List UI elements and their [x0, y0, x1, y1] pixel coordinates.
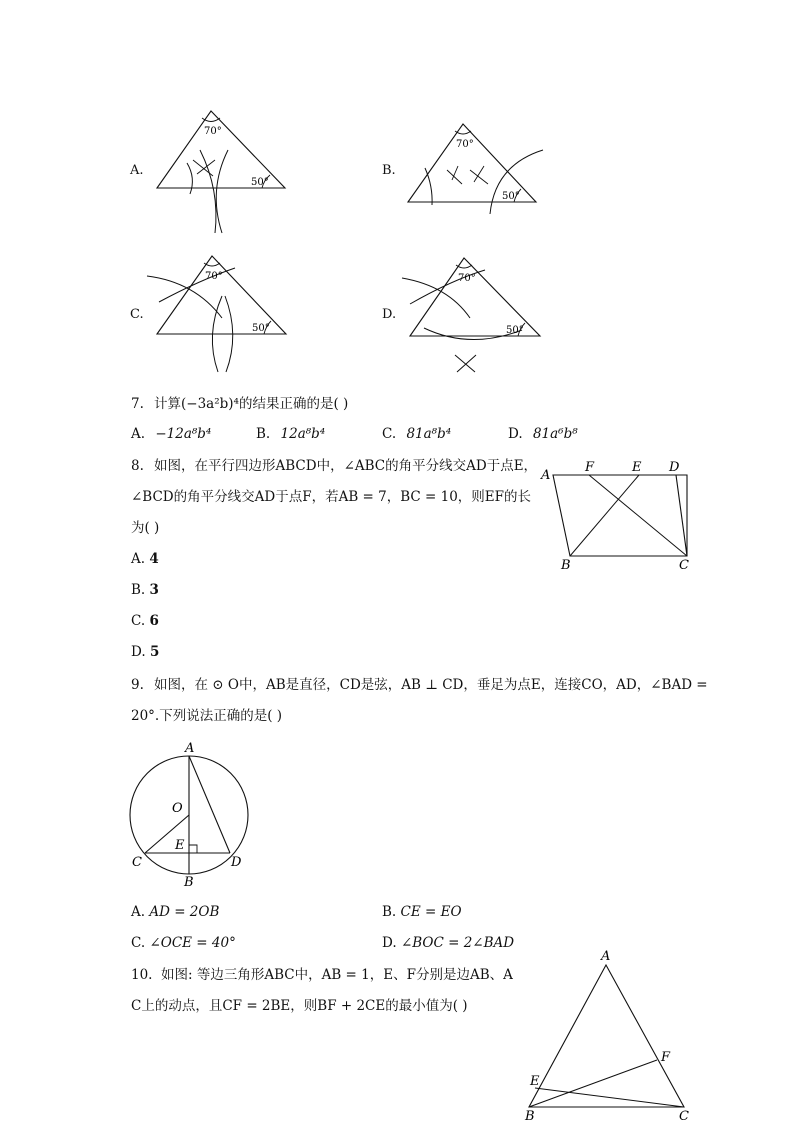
- right-angle-label: 50°: [506, 325, 524, 336]
- option-c[interactable]: C. 81a⁸b⁴: [382, 426, 452, 442]
- option-d[interactable]: D. 5: [131, 644, 160, 660]
- point-b-label: B: [561, 558, 571, 573]
- question-number: 10.: [131, 967, 153, 983]
- point-d-label: D: [231, 855, 242, 870]
- point-e-label: E: [530, 1074, 540, 1089]
- question-stem-line3: 为( ): [131, 520, 160, 536]
- option-a[interactable]: A. 4: [131, 551, 159, 567]
- point-a-label: A: [541, 468, 551, 483]
- point-c-label: C: [132, 855, 142, 870]
- right-angle-label: 50°: [502, 191, 520, 202]
- point-e-label: E: [175, 838, 185, 853]
- question-stem-line1: 如图，在平行四边形ABCD中，∠ABC的角平分线交AD于点E，: [154, 458, 538, 474]
- top-angle-label: 70°: [204, 126, 222, 137]
- option-c[interactable]: C. ∠OCE = 40°: [131, 935, 236, 951]
- point-b-label: B: [525, 1109, 535, 1123]
- option-d[interactable]: D. 81a⁶b⁸: [508, 426, 578, 442]
- question-number: 8.: [131, 458, 144, 474]
- point-c-label: C: [679, 1109, 689, 1123]
- option-c[interactable]: C. 6: [131, 613, 159, 629]
- point-b-label: B: [184, 875, 194, 890]
- top-angle-label: 70°: [456, 139, 474, 150]
- right-angle-label: 50°: [251, 177, 269, 188]
- point-f-label: F: [585, 460, 595, 475]
- question-stem-line2: C上的动点，且CF = 2BE，则BF + 2CE的最小值为( ): [131, 998, 468, 1014]
- point-e-label: E: [632, 460, 642, 475]
- point-c-label: C: [679, 558, 689, 573]
- option-label: D.: [382, 307, 397, 322]
- question-number: 7.: [131, 396, 144, 412]
- question-stem: 计算(−3a²b)⁴的结果正确的是( ): [154, 396, 349, 412]
- option-b[interactable]: B. 3: [131, 582, 159, 598]
- option-a[interactable]: A. −12a⁸b⁴: [131, 426, 212, 442]
- point-o-label: O: [172, 801, 183, 816]
- option-a[interactable]: A. AD = 2OB: [131, 904, 220, 920]
- option-d[interactable]: D. ∠BOC = 2∠BAD: [382, 935, 515, 951]
- question-stem-line1: 如图，在 ⊙ O中，AB是直径，CD是弦，AB ⊥ CD，垂足为点E，连接CO，AD，∠BAD =: [154, 677, 708, 693]
- top-angle-label: 70°: [205, 271, 223, 282]
- option-b[interactable]: B. 12a⁸b⁴: [256, 426, 326, 442]
- option-label: C.: [130, 307, 144, 322]
- question-stem-line2: ∠BCD的角平分线交AD于点F，若AB = 7，BC = 10，则EF的长: [131, 489, 532, 505]
- option-label: A.: [130, 163, 144, 178]
- point-d-label: D: [669, 460, 680, 475]
- question-number: 9.: [131, 677, 144, 693]
- right-angle-label: 50°: [252, 323, 270, 334]
- point-a-label: A: [185, 741, 195, 756]
- question-stem-line2: 20°.下列说法正确的是( ): [131, 708, 283, 724]
- top-angle-label: 70°: [458, 273, 476, 284]
- option-label: B.: [382, 163, 396, 178]
- question-stem-line1: 如图: 等边三角形ABC中，AB = 1，E、F分别是边AB、A: [161, 967, 513, 983]
- point-a-label: A: [601, 949, 611, 964]
- point-f-label: F: [661, 1050, 671, 1065]
- option-b[interactable]: B. CE = EO: [382, 904, 462, 920]
